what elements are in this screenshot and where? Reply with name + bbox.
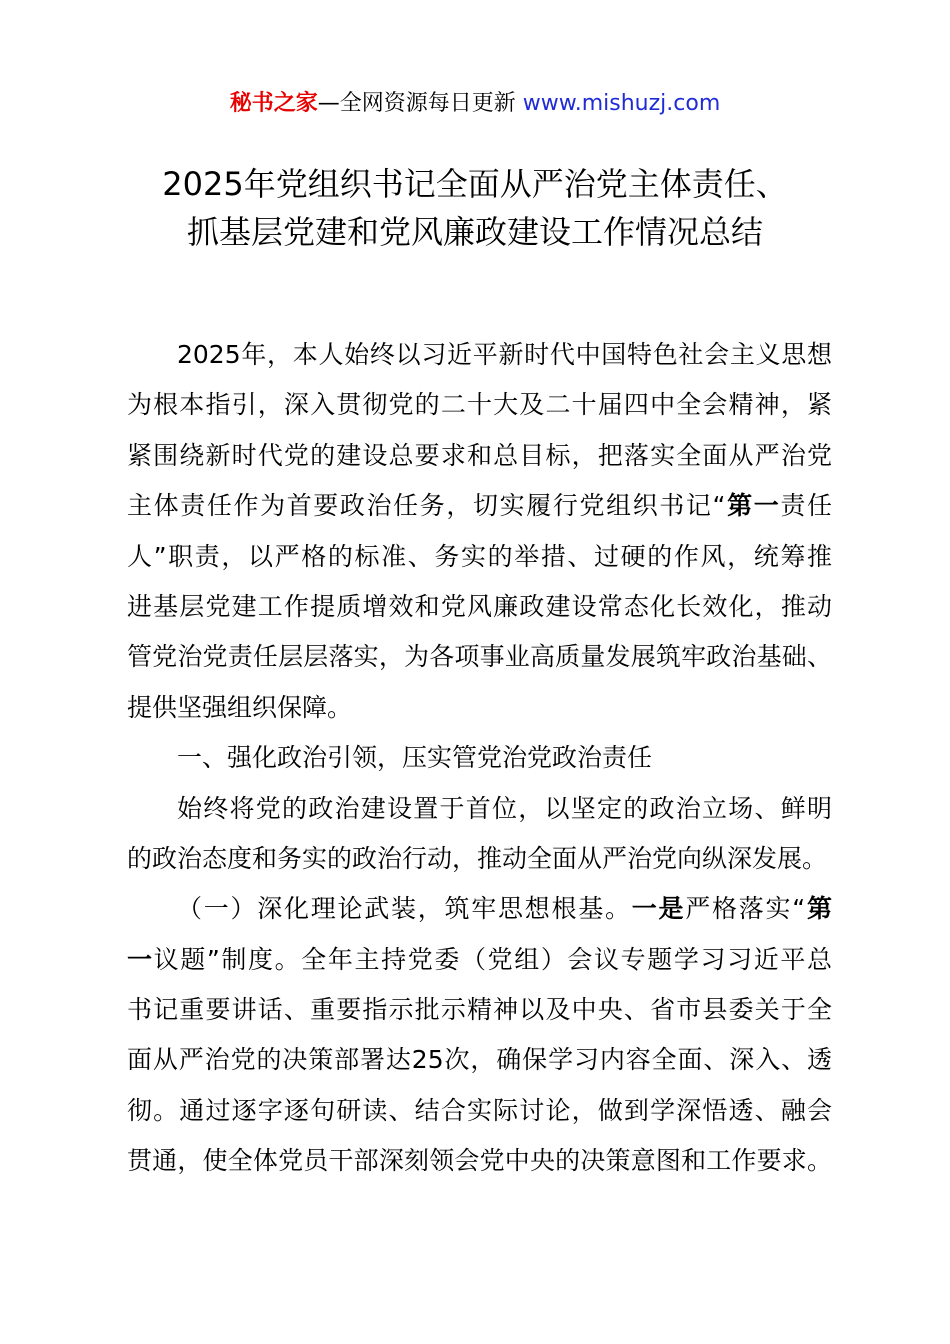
title-line-2: 抓基层党建和党风廉政建设工作情况总结: [186, 213, 763, 251]
page-header: [0, 88, 950, 120]
text-line: [127, 935, 832, 985]
paragraph-subsection-1: [127, 884, 832, 1186]
text-segment: 主体责任作为首要政治任务，切实履行党组织书记“: [127, 491, 726, 521]
text-line: 人”职责，以严格的标准、务实的举措、过硬的作风，统筹推: [127, 541, 832, 571]
text-line: 始终将党的政治建设置于首位，以坚定的政治立场、鲜明: [177, 793, 832, 823]
text-line: 2025年，本人始终以习近平新时代中国特色社会主义思想: [177, 340, 832, 369]
document-body: [127, 330, 832, 1187]
text-line: 为根本指引，深入贯彻党的二十大及二十届四中全会精神，紧: [127, 390, 832, 420]
text-line: [127, 481, 832, 531]
text-line: 的政治态度和务实的政治行动，推动全面从严治党向纵深发展。: [127, 843, 828, 873]
text-segment: 严格落实“: [685, 894, 806, 924]
text-segment: 议题”制度。全年主持党委（党组）会议专题学习习近平总: [153, 944, 832, 974]
document-title: [60, 160, 890, 256]
section-heading-1: 一、强化政治引领，压实管党治党政治责任: [177, 743, 653, 773]
text-line: 进基层党建工作提质增效和党风廉政建设常态化长效化，推动: [127, 591, 832, 621]
text-line: 紧围绕新时代党的建设总要求和总目标，把落实全面从严治党: [127, 440, 832, 470]
brand-name: 秘书之家: [229, 91, 318, 116]
text-line: 提供坚强组织保障。: [127, 692, 353, 722]
bold-text: 第一: [725, 491, 781, 521]
site-url-link[interactable]: www.mishuzj.com: [522, 91, 721, 116]
text-line: 彻。通过逐字逐句研读、结合实际讨论，做到学深悟透、融会: [127, 1095, 832, 1125]
bold-text: 第: [805, 894, 832, 924]
text-line: 面从严治党的决策部署达25次，确保学习内容全面、深入、透: [127, 1045, 832, 1075]
bold-text: 一: [127, 944, 154, 974]
paragraph-section-1: [127, 784, 832, 885]
text-segment: 责任: [780, 491, 832, 521]
bold-text: 一是: [631, 894, 686, 924]
text-line: 书记重要讲话、重要指示批示精神以及中央、省市县委关于全: [127, 995, 832, 1025]
header-tagline: —全网资源每日更新: [317, 91, 516, 116]
text-line: [127, 884, 832, 934]
text-line: 管党治党责任层层落实，为各项事业高质量发展筑牢政治基础、: [127, 642, 832, 672]
text-segment: （一）深化理论武装，筑牢思想根基。: [177, 894, 632, 924]
paragraph-intro: [127, 330, 832, 733]
title-line-1: 2025年党组织书记全面从严治党主体责任、: [162, 165, 788, 203]
text-line: 贯通，使全体党员干部深刻领会党中央的决策意图和工作要求。: [127, 1146, 832, 1176]
